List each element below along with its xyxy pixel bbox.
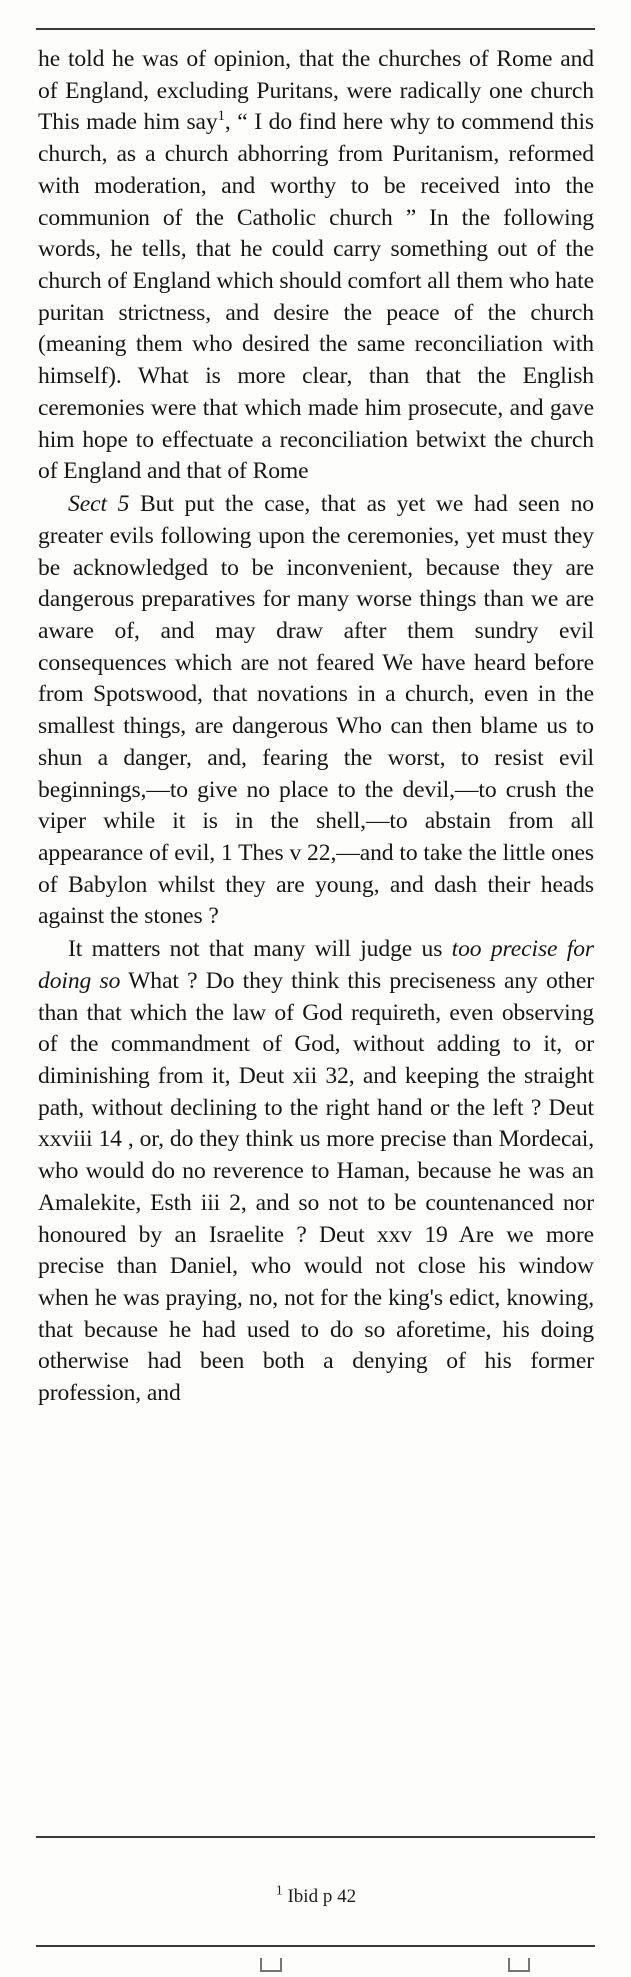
- page-edge-marks: [38, 1958, 594, 1976]
- footnote-number: 1: [275, 1882, 283, 1898]
- top-rule: [36, 28, 595, 30]
- edge-mark-right: [508, 1958, 530, 1972]
- paragraph-2-body: But put the case, that as yet we had seen no greater evils following upon the ceremonies, yet must they be acknowledged to be inconvenient, because they are dangerous preparatives for many worse things than we are aware of, and may draw after them sundry evil consequences which are not feared We have heard before from Spotswood, that novations in a church, even in the smallest things, are dangerous Who can then blame us to shun a danger, and, fearing the worst, to resist evil beginnings,—to give no place to the devil,—to crush the viper while it is in the shell,—to abstain from all appearance of evil, 1 Thes v 22,—and to take the little ones of Babylon whilst they are young, and dash their heads against the stones ?: [38, 491, 594, 930]
- section-label: Sect 5: [68, 491, 130, 518]
- footnote-separator-rule: [36, 1836, 595, 1838]
- edge-mark-left: [260, 1958, 282, 1972]
- paragraph-2: [38, 489, 594, 933]
- paragraph-3: [38, 934, 594, 1410]
- footnote: [38, 1882, 594, 1908]
- paragraph-1: [38, 44, 594, 488]
- paragraph-1-seg-b: , “ I do find here why to commend this church, as a church abhorring from Puritanism, reformed with moderation, and worthy to be received into the communion of the Catholic church ” In the following words, he tells, that he could carry something out of the church of England which should comfort all them who hate puritan strictness, and desire the peace of the church (meaning them who desired the same reconciliation with himself). What is more clear, than that the English ceremonies were that which made him prosecute, and gave him hope to effectuate a reconciliation betwixt the church of England and that of Rome: [38, 109, 594, 485]
- paragraph-3-seg-a: It matters not that many will judge us: [68, 936, 452, 963]
- paragraph-1-seg-a: he told he was of opinion, that the churches of Rome and of England, excluding Puritans, were radically one church This made him say: [38, 46, 594, 136]
- paragraph-3-seg-b: What ? Do they think this preciseness any other than that which the law of God requireth, even observing of the commandment of God, without adding to it, or diminishing from it, Deut xii 32, and keeping the straight path, without declining to the right hand or the left ? Deut xxviii 14 , or, do they think us more precise than Mordecai, who would do no reverence to Haman, because he was an Amalekite, Esth iii 2, and so not to be countenanced nor honoured by an Israelite ? Deut xxv 19 Are we more precise than Daniel, who would not close his window when he was praying, no, not for the king's edict, knowing, that because he had used to do so aforetime, his doing otherwise had been both a denying of his former profession, and: [38, 967, 594, 1407]
- footnote-marker: 1: [217, 108, 225, 125]
- paragraph-3-emphasis: too precise for doing so: [38, 936, 594, 994]
- footnote-text: Ibid p 42: [287, 1886, 357, 1907]
- text-column: [38, 44, 594, 1410]
- bottom-rule: [36, 1945, 595, 1947]
